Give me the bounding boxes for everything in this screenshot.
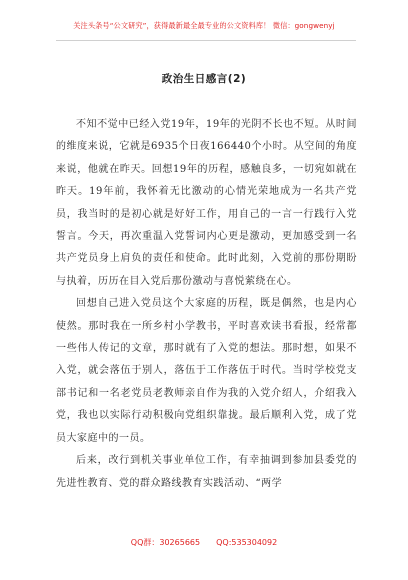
paragraph-1: 不知不觉中已经入党19年，19年的光阴不长也不短。从时间的维度来说，它就是6935个日夜166440个小时。从空间的角度来说，他就在昨天。回想19年的历程，感触良多，一切宛如就在昨天。19年前，我怀着无比激动的心情光荣地成为一名共产党员，我当时的是初心就是好好工作，用自己的一言一行践行入党誓言。今天，再次重温入党誓词内心更是激动，更加感受到一名共产党员身上肩负的责任和使命。此时此刻，入党前的那份期盼与执着，历历在目入党后那份激动与喜悦萦绕在心。	[56, 119, 357, 287]
header-divider	[56, 40, 356, 41]
footer-qq-group: QQ群：30265665	[130, 538, 201, 547]
document-body	[56, 114, 357, 495]
footer-contact	[0, 537, 408, 548]
footer-qq: QQ:535304092	[216, 538, 278, 547]
paragraph-3: 后来，改行到机关事业单位工作，有幸抽调到参加县委党的先进性教育、党的群众路线教育实践活动、“两学	[56, 455, 357, 489]
document-title: 政治生日感言(2)	[161, 73, 247, 85]
paragraph-2: 回想自己进入党员这个大家庭的历程，既是偶然，也是内心使然。那时我在一所乡村小学教书，平时喜欢读书看报，经常都一些伟人传记的文章，那时就有了入党的想法。那时想，如果不入党，就会落伍于别人，落伍于工作落伍于时代。当时学校党支部书记和一名老党员老教师亲自作为我的入党介绍人，介绍我入党，我也以实际行动积极向党组织靠拢。最后顺利入党，成了党员大家庭中的一员。	[56, 298, 357, 444]
header-notice: 关注头条号“公文研究”，获得最新最全最专业的公文资料库！ 微信：gongwenyj	[73, 21, 335, 30]
